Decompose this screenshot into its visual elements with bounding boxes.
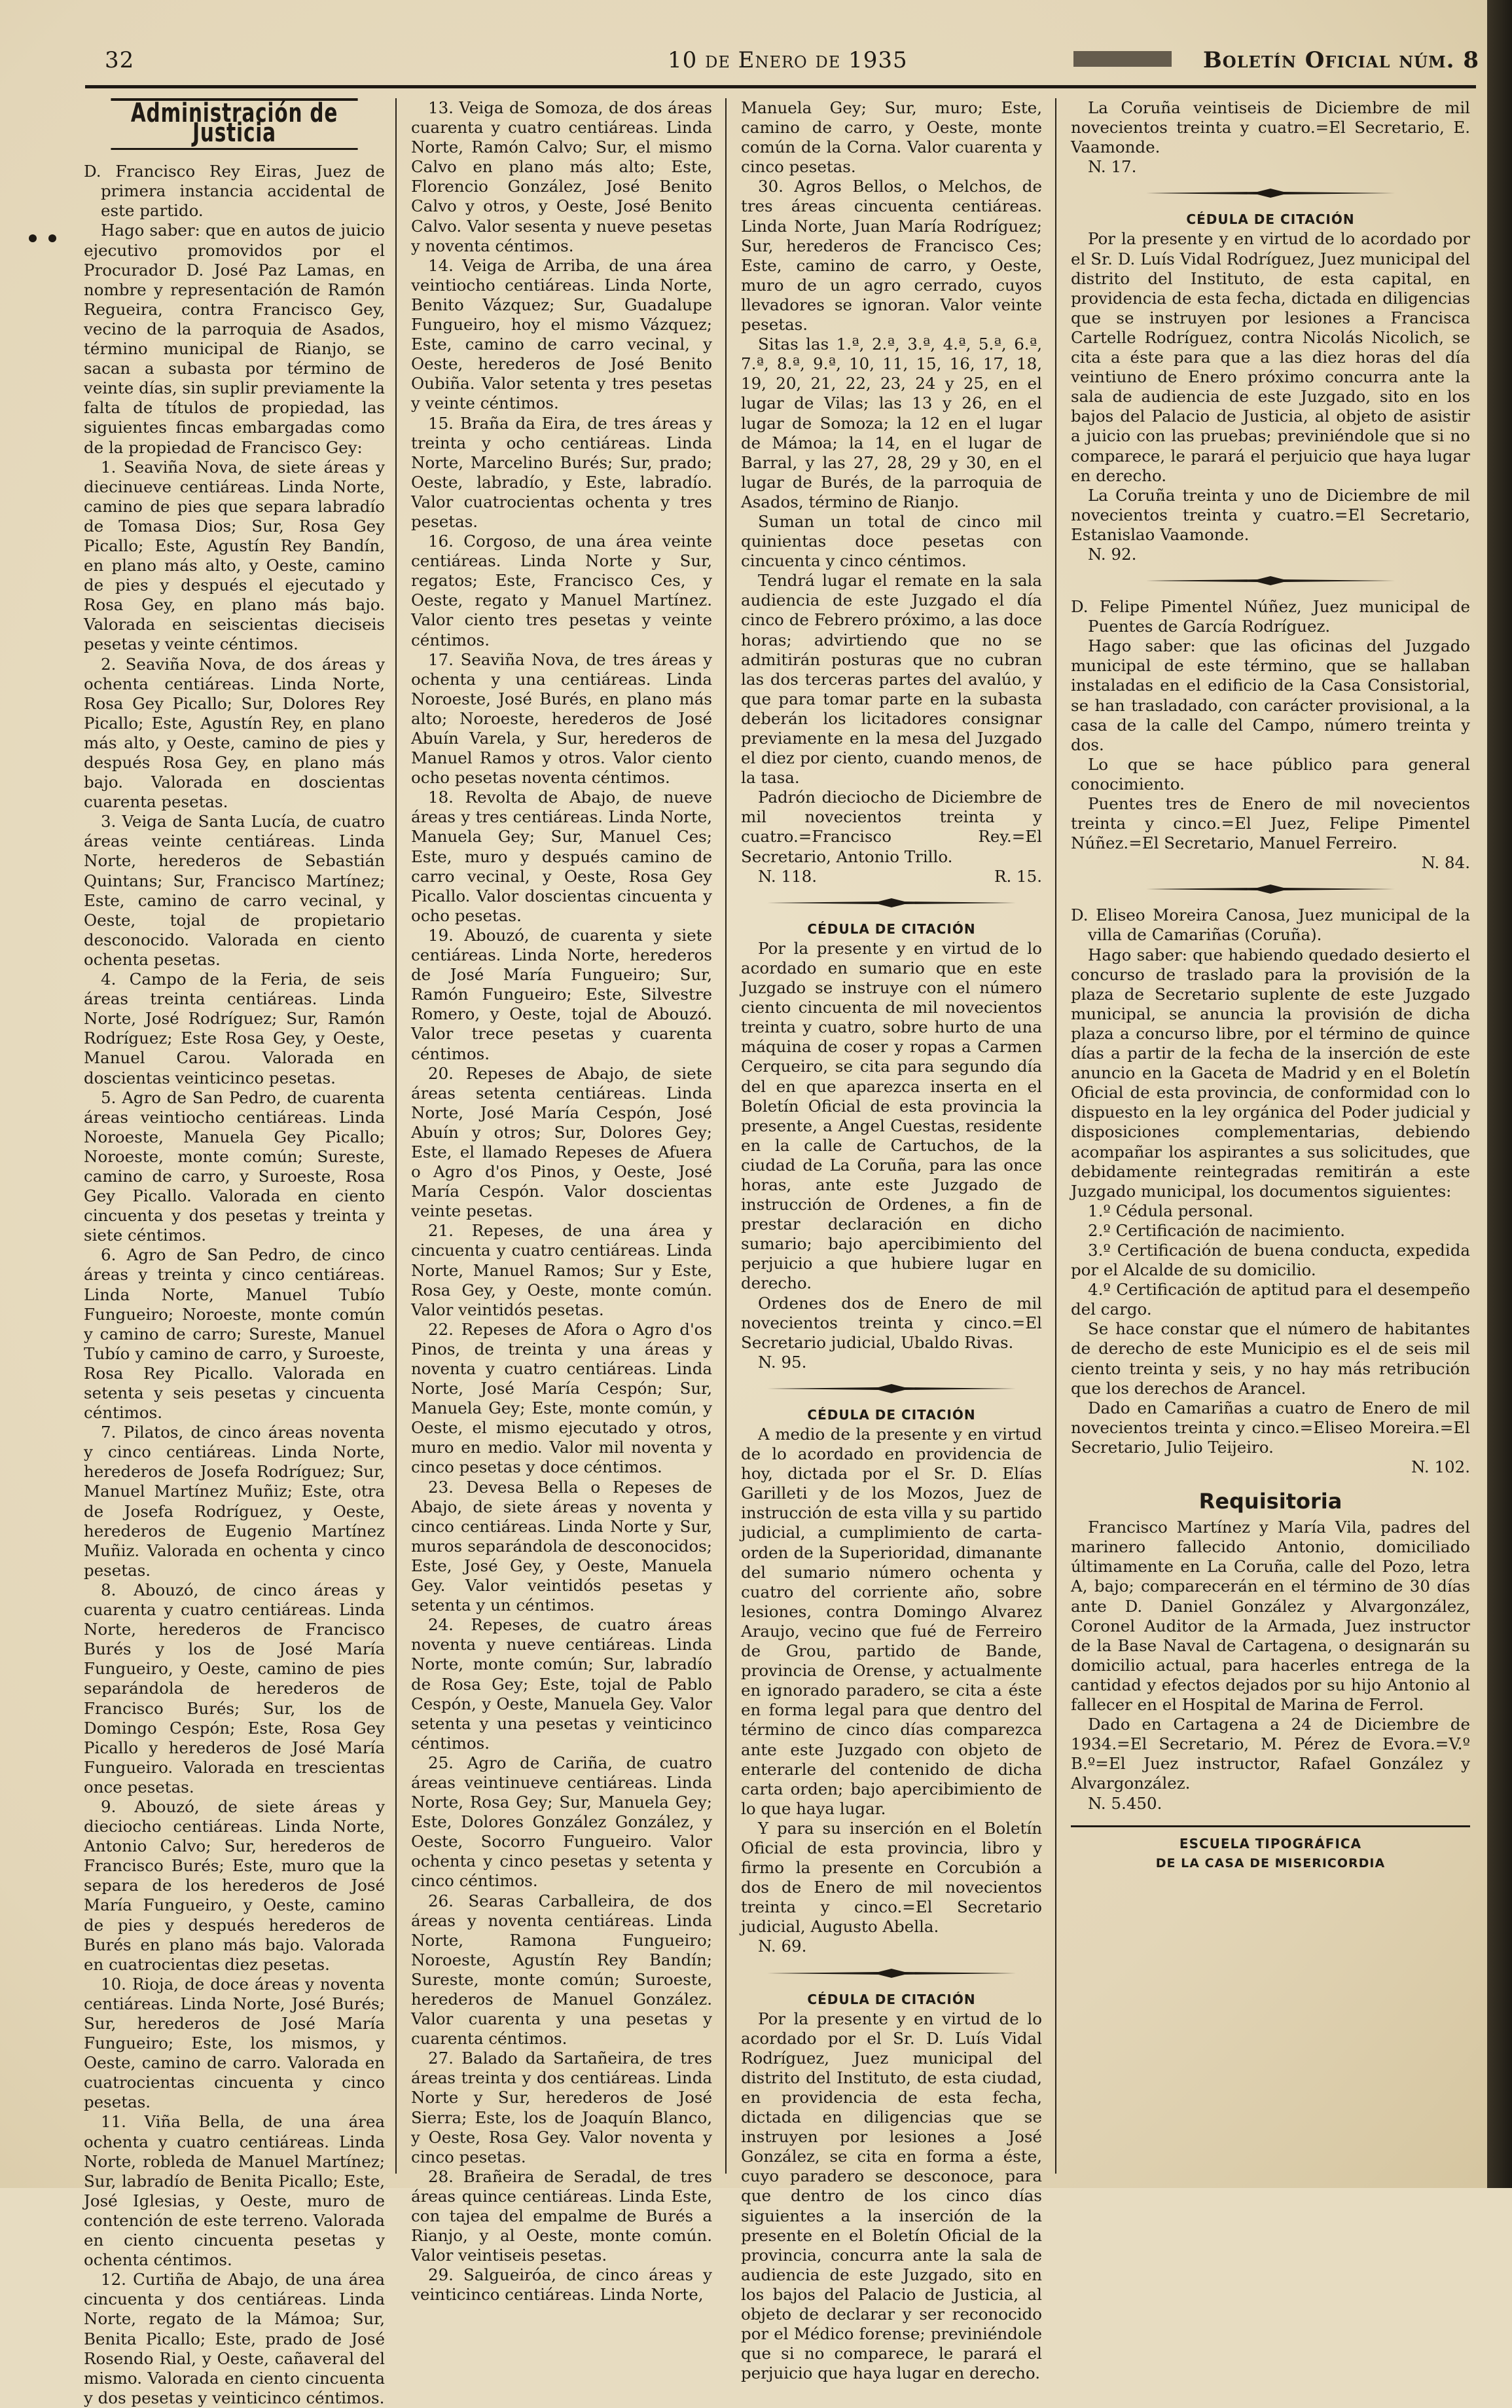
printer-name: ESCUELA TIPOGRÁFICA xyxy=(1071,1825,1470,1853)
property-item: 19. Abouzó, de cuarenta y siete centiáreas. Linda Norte, herederos de José María Fungueiro; Sur, Ramón Fungueiro; Este, Silvestre Romero, y Oeste, tojal de Abouzó. Valor trece pesetas y cuarenta céntimos. xyxy=(411,925,712,1063)
column-rule xyxy=(725,98,727,2174)
reference-number: N. 5.450. xyxy=(1088,1793,1162,1813)
property-item: 23. Devesa Bella o Repeses de Abajo, de siete áreas y noventa y cinco centiáreas. Linda Norte y Sur, muros separándola de desconocidos; Este, José Gey, y Oeste, Manuela Gey. Valor veintidós pesetas y setenta y un céntimos. xyxy=(411,1477,712,1615)
property-item: 26. Searas Carballeira, de dos áreas y noventa centiáreas. Linda Norte, Ramona Fungueiro; Noroeste, Agustín Rey Bandín; Sureste, monte común; Suroeste, herederos de Manuel González. Valor cuarenta y una pesetas y cuarenta céntimos. xyxy=(411,1891,712,2049)
cedula-signature: La Coruña treinta y uno de Diciembre de mil novecientos treinta y cuatro.=El Secretario, Estanislao Vaamonde. xyxy=(1071,485,1470,544)
page-header xyxy=(105,47,1479,80)
property-item: 13. Veiga de Somoza, de dos áreas cuarenta y cuatro centiáreas. Linda Norte, Ramón Calvo; Sur, el mismo Calvo en plano más alto; Este, Florencio González, José Benito Calvo y otros, y Oeste, José Benito Calvo. Valor sesenta y nueve pesetas y noventa céntimos. xyxy=(411,98,712,255)
property-item: 30. Agros Bellos, o Melchos, de tres áreas cincuenta centiáreas. Linda Norte, Juan María Rodríguez; Sur, herederos de Francisco Ces; Este, camino de carro, y Oeste, muro de un agro cerrado, cuyos llevadores se ignoran. Valor veinte pesetas. xyxy=(741,177,1042,335)
property-item: 6. Agro de San Pedro, de cinco áreas y treinta y cinco centiáreas. Linda Norte, Manuel Tubío Fungueiro; Noroeste, monte común y camino de carro; Sureste, Manuel Tubío y camino de carro, y Suroeste, Rosa Rey Picallo. Valorada en setenta y seis pesetas y cincuenta céntimos. xyxy=(84,1245,385,1423)
issue-date: 10 de Enero de 1935 xyxy=(668,47,908,73)
cedula-signature: Ordenes dos de Enero de mil novecientos treinta y cinco.=El Secretario judicial, Ubaldo Rivas. xyxy=(741,1293,1042,1352)
property-item: 8. Abouzó, de cinco áreas y cuarenta y cuatro centiáreas. Linda Norte, herederos de Francisco Burés y los de José María Fungueiro, y Oeste, camino de pies separándola de herederos de Francisco Burés; Sur, los de Domingo Cespón; Este, Rosa Gey Picallo y herederos de José María Fungueiro. Valorada en trescientas once pesetas. xyxy=(84,1580,385,1797)
reference-number: N. 69. xyxy=(758,1937,807,1956)
cedula-title: CÉDULA DE CITACIÓN xyxy=(807,1406,976,1423)
printer-house: DE LA CASA DE MISERICORDIA xyxy=(1155,1855,1386,1870)
continued-text: Manuela Gey; Sur, muro; Este, camino de carro, y Oeste, monte común de la Corna. Valor cuarenta y cinco pesetas. xyxy=(741,98,1042,177)
cedula-title: CÉDULA DE CITACIÓN xyxy=(807,921,976,937)
notice-body: Hago saber: que habiendo quedado desierto el concurso de traslado para la provisión de la plaza de Secretario suplente de este Juzgado municipal, se anuncia la provisión de dicha plaza a concurso libre, por el término de quince días a partir de la fecha de la inserción de este anuncio en la Gaceta de Madrid y en el Boletín Oficial de esta provincia, de conformidad con lo dispuesto en la ley orgánica del Poder judicial y disposiciones complementarias, debiendo acompañar los aspirantes a sus solicitudes, que debidamente reintegradas remitirán a este Juzgado municipal, los documentos siguientes: xyxy=(1071,945,1470,1201)
property-item: 11. Viña Bella, de una área ochenta y cuatro centiáreas. Linda Norte, robleda de Manuel Martínez; Sur, labradío de Benita Picallo; Este, José Iglesias, y Oeste, muro de contención de este terreno. Valorada en ciento cincuenta pesetas y ochenta céntimos. xyxy=(84,2112,385,2270)
cedula-body: Por la presente y en virtud de lo acordado por el Sr. D. Luís Vidal Rodríguez, Juez municipal del distrito del Instituto, de esta capital, en providencia de esta fecha, dictada en diligencias que se instruyen por lesiones a Francisca Cartelle Rodríguez, contra Nicolás Nicolich, se cita a éste para que a las diez horas del día veintiuno de Enero próximo concurra ante la sala de audiencia de este Juzgado, sito en los bajos del Palacio de Justicia, al objeto de asistir a juicio con las pruebas; previniéndole que si no comparece, le parará el perjuicio que haya lugar en derecho. xyxy=(1071,229,1470,485)
location-paragraph: Sitas las 1.ª, 2.ª, 3.ª, 4.ª, 5.ª, 6.ª, 7.ª, 8.ª, 9.ª, 10, 11, 15, 16, 17, 18, 19, 20, 21, 22, 23, 24 y 25, en el lugar de Vilas; las 13 y 26, en el lugar de Somoza; la 12 en el lugar de Mámoa; la 14, en el lugar de Barral, y las 27, 28, 29 y 30, en el lugar de Burés, de la parroquia de Asados, término de Rianjo. xyxy=(741,335,1042,511)
separator-ornament xyxy=(1146,885,1395,894)
ink-dot xyxy=(48,234,56,242)
property-item: 20. Repeses de Abajo, de siete áreas setenta centiáreas. Linda Norte, José María Cespón, José Abuín y otros; Sur, Dolores Gey; Este, el llamado Repeses de Afuera o Agro d'os Pinos, y Oeste, José María Cespón. Valor doscientas veinte pesetas. xyxy=(411,1063,712,1221)
property-item: 4. Campo de la Feria, de seis áreas treinta centiáreas. Linda Norte, José Rodríguez; Sur, Ramón Rodríguez; Este Rosa Gey, y Oeste, Manuel Carou. Valorada en doscientas veinticinco pesetas. xyxy=(84,970,385,1087)
property-item: 25. Agro de Cariña, de cuatro áreas veintinueve centiáreas. Linda Norte, Rosa Gey; Sur, Manuela Gey; Este, Dolores González González, y Oeste, Socorro Fungueiro. Valor ochenta y cinco pesetas y setenta y cinco céntimos. xyxy=(411,1753,712,1891)
property-item: 22. Repeses de Afora o Agro d'os Pinos, de treinta y una áreas y noventa y cuatro centiáreas. Linda Norte, José María Cespón; Sur, Manuela Gey; Este, monte común, y Oeste, el mismo ejecutado y otros, muro en medio. Valor mil noventa y cinco pesetas y doce céntimos. xyxy=(411,1319,712,1477)
reference-row xyxy=(741,867,1042,886)
notice-signature: Dado en Camariñas a cuatro de Enero de mil novecientos treinta y cinco.=Eliseo Moreira.=El Secretario, Julio Teijeiro. xyxy=(1071,1398,1470,1457)
cedula-title: CÉDULA DE CITACIÓN xyxy=(807,1991,976,2007)
separator-ornament xyxy=(767,1969,1016,1978)
continued-signature: La Coruña veintiseis de Diciembre de mil novecientos treinta y cuatro.=El Secretario, E. Vaamonde. xyxy=(1071,98,1470,157)
column-rule xyxy=(1055,98,1056,2174)
column-3 xyxy=(741,98,1042,2383)
property-item: 16. Corgoso, de una área veinte centiáreas. Linda Norte y Sur, regatos; Este, Francisco Ces, y Oeste, regato y Manuel Martínez. Valor ciento tres pesetas y veinte céntimos. xyxy=(411,532,712,649)
cedula-body: Por la presente y en virtud de lo acordado en sumario que en este Juzgado se instruye con el número ciento cincuenta de mil novecientos treinta y cuatro, sobre hurto de una máquina de coser y ropas a Carmen Cerqueiro, se cita para segundo día del en que aparezca inserta en el Boletín Oficial de esta provincia la presente, a Angel Cuestas, residente en la calle de Cartuchos, de la ciudad de La Coruña, para las once horas, ante este Juzgado de instrucción de Ordenes, a fin de prestar declaración en dicho sumario; bajo apercibimiento del perjuicio a que hubiere lugar en derecho. xyxy=(741,938,1042,1293)
property-item: 9. Abouzó, de siete áreas y dieciocho centiáreas. Linda Norte, Antonio Calvo; Sur, herederos de Francisco Burés; Este, muro que la separa de los herederos de José María Fungueiro, y Oeste, camino de pies y después herederos de Burés en plano más bajo. Valorada en cuatrocientas diez pesetas. xyxy=(84,1797,385,1974)
reference-number: N. 92. xyxy=(1088,544,1137,564)
separator-ornament xyxy=(767,1384,1016,1393)
property-item: 5. Agro de San Pedro, de cuarenta áreas veintiocho centiáreas. Linda Noroeste, Manuela Gey Picallo; Noroeste, monte común; Sureste, camino de carro, y Suroeste, Rosa Gey Picallo. Valorada en ciento cincuenta y dos pesetas y treinta y siete céntimos. xyxy=(84,1087,385,1245)
document-item: 1.º Cédula personal. xyxy=(1088,1201,1253,1220)
judge-heading: D. Francisco Rey Eiras, Juez de primera instancia accidental de este partido. xyxy=(84,162,385,221)
column-1 xyxy=(84,98,385,2407)
reference-number: N. 95. xyxy=(758,1352,807,1372)
property-item: 29. Salgueiróa, de cinco áreas y veinticinco centiáreas. Linda Norte, xyxy=(411,2265,712,2305)
total-paragraph: Suman un total de cinco mil quinientas doce pesetas con cincuenta y cinco céntimos. xyxy=(741,511,1042,571)
judge-heading: D. Eliseo Moreira Canosa, Juez municipal de la villa de Camariñas (Coruña). xyxy=(1071,905,1470,945)
requisitoria-title: Requisitoria xyxy=(1198,1489,1342,1514)
notice-body: Lo que se hace público para general conocimiento. xyxy=(1071,754,1470,794)
property-item: 21. Repeses, de una área y cincuenta y cuatro centiáreas. Linda Norte, Manuel Ramos; Sur y Este, Rosa Gey, y Oeste, monte común. Valor veintidós pesetas. xyxy=(411,1221,712,1319)
judge-heading: D. Felipe Pimentel Núñez, Juez municipal de Puentes de García Rodríguez. xyxy=(1071,597,1470,636)
separator-ornament xyxy=(1146,576,1395,585)
property-item: 18. Revolta de Abajo, de nueve áreas y tres centiáreas. Linda Norte, Manuela Gey; Sur, Manuel Ces; Este, muro y después camino de carro vecinal, y Oeste, Rosa Gey Picallo. Valor doscientas cincuenta y ocho pesetas. xyxy=(411,788,712,925)
property-item: 2. Seaviña Nova, de dos áreas y ochenta centiáreas. Linda Norte, Rosa Gey Picallo; Sur, Dolores Rey Picallo; Este, Agustín Rey, en plano más alto, y Oeste, camino de pies y después Rosa Gey, en plano más bajo. Valorada en doscientas cuarenta pesetas. xyxy=(84,654,385,812)
cedula-body: A medio de la presente y en virtud de lo acordado en providencia de hoy, dictada por el Sr. D. Elías Garilleti y de los Mozos, Juez de instrucción de esta villa y su partido judicial, a cumplimiento de carta-orden de la Superioridad, dimanante del sumario número ochenta y cuatro del corriente año, sobre lesiones, contra Domingo Alvarez Araujo, vecino que fué de Ferreiro de Grou, partido de Bande, provincia de Orense, y actualmente en ignorado paradero, se cita a éste en forma legal para que dentro del término de cinco días comparezca ante este Juzgado con objeto de enterarle del contenido de dicha carta orden; bajo apercibimiento de lo que haya lugar. xyxy=(741,1425,1042,1818)
separator-ornament xyxy=(1146,189,1395,198)
cedula-body: Por la presente y en virtud de lo acordado por el Sr. D. Luís Vidal Rodríguez, Juez municipal del distrito del Instituto, de esta ciudad, en providencia de esta fecha, dictada en diligencias que se instruyen por lesiones a José González, se cita en forma a éste, cuyo paradero se desconoce, para que dentro de los cinco días siguientes a la inserción de la presente en el Boletín Oficial de la provincia, concurra ante la sala de audiencia de este Juzgado, sito en los bajos del Palacio de Justicia, al objeto de declarar y ser reconocido por el Médico forense; previniéndole que si no comparece, le parará el perjuicio que haya lugar en derecho. xyxy=(741,2009,1042,2383)
column-rule xyxy=(395,98,397,2174)
ink-dot xyxy=(29,234,37,242)
section-title: Administración de Justicia xyxy=(111,98,357,150)
reference-number: N. 118. xyxy=(758,866,817,886)
cedula-insertion: Y para su inserción en el Boletín Oficial de esta provincia, libro y firmo la presente en Corcubión a dos de Enero de mil novecientos treinta y cinco.=El Secretario judicial, Augusto Abella. xyxy=(741,1818,1042,1937)
header-rule xyxy=(85,85,1476,88)
page-number: 32 xyxy=(105,47,135,73)
notice-body: Se hace constar que el número de habitantes de derecho de este Municipio es el de seis mil ciento treinta y seis, y no hay más retribución que los derechos de Arancel. xyxy=(1071,1319,1470,1398)
column-2 xyxy=(411,98,712,2305)
reference-number: N. 84. xyxy=(1421,853,1470,873)
page-edge xyxy=(1487,0,1512,2188)
signature-paragraph: Padrón dieciocho de Diciembre de mil novecientos treinta y cuatro.=Francisco Rey.=El Secretario, Antonio Trillo. xyxy=(741,788,1042,866)
reference-code: R. 15. xyxy=(994,866,1042,886)
property-item: 24. Repeses, de cuatro áreas noventa y nueve centiáreas. Linda Norte, monte común; Sur, labradío de Rosa Gey; Este, tojal de Pablo Cespón, y Oeste, Manuela Gey. Valor setenta y una pesetas y veinticinco céntimos. xyxy=(411,1615,712,1753)
property-item: 28. Brañeira de Seradal, de tres áreas quince centiáreas. Linda Este, con tajea del empalme de Burés a Rianjo, y al Oeste, monte común. Valor veintiseis pesetas. xyxy=(411,2166,712,2265)
auction-paragraph: Tendrá lugar el remate en la sala audiencia de este Juzgado el día cinco de Febrero próximo, a las doce horas; advirtiendo que no se admitirán posturas que no cubran las dos terceras partes del avalúo, y que para tomar parte en la subasta deberán los licitadores consignar previamente en la mesa del Juzgado el diez por ciento, cuando menos, de la tasa. xyxy=(741,571,1042,788)
property-item: 12. Curtiña de Abajo, de una área cincuenta y dos centiáreas. Linda Norte, regato de la Mámoa; Sur, Benita Picallo; Este, prado de José Rosendo Rial, y Oeste, cañaveral del mismo. Valorada en ciento cincuenta y dos pesetas y veinticinco céntimos. xyxy=(84,2270,385,2407)
requisitoria-signature: Dado en Cartagena a 24 de Diciembre de 1934.=El Secretario, M. Pérez de Evora.=V.º B.º=El Juez instructor, Rafael González y Alvargonzález. xyxy=(1071,1715,1470,1793)
document-item: 2.º Certificación de nacimiento. xyxy=(1088,1220,1346,1240)
reference-number: N. 17. xyxy=(1088,157,1137,177)
property-item: 17. Seaviña Nova, de tres áreas y ochenta y una centiáreas. Linda Noroeste, José Burés, en plano más alto; Noroeste, herederos de José Abuín Varela, y Sur, herederos de Manuel Ramos y otros. Valor ciento ocho pesetas noventa céntimos. xyxy=(411,649,712,788)
cedula-title: CÉDULA DE CITACIÓN xyxy=(1186,211,1355,228)
separator-ornament xyxy=(767,898,1016,907)
bulletin-name: Boletín Oficial núm. 8 xyxy=(1203,47,1479,73)
document-item: 3.º Certificación de buena conducta, expedida por el Alcalde de su domicilio. xyxy=(1071,1240,1470,1280)
property-item: 27. Balado da Sartañeira, de tres áreas treinta y dos centiáreas. Linda Norte y Sur, herederos de José Sierra; Este, los de Joaquín Blanco, y Oeste, Rosa Gey. Valor noventa y cinco pesetas. xyxy=(411,2049,712,2166)
document-item: 4.º Certificación de aptitud para el desempeño del cargo. xyxy=(1071,1280,1470,1319)
property-item: 10. Rioja, de doce áreas y noventa centiáreas. Linda Norte, José Burés; Sur, herederos de José María Fungueiro; Este, los mismos, y Oeste, camino de carro. Valorada en cuatrocientas cincuenta y cinco pesetas. xyxy=(84,1974,385,2112)
property-item: 15. Braña da Eira, de tres áreas y treinta y ocho centiáreas. Linda Norte, Marcelino Burés; Sur, prado; Oeste, labradío, y Este, labradío. Valor cuatrocientas ochenta y tres pesetas. xyxy=(411,413,712,531)
property-item: 3. Veiga de Santa Lucía, de cuatro áreas veinte centiáreas. Linda Norte, herederos de Sebastián Quintans; Sur, Francisco Martínez; Este, camino de carro vecinal, y Oeste, tojal de propietario desconocido. Valorada en ciento ochenta pesetas. xyxy=(84,812,385,969)
reference-number: N. 102. xyxy=(1411,1457,1470,1476)
notice-signature: Puentes tres de Enero de mil novecientos treinta y cinco.=El Juez, Felipe Pimentel Núñez.=El Secretario, Manuel Ferreiro. xyxy=(1071,794,1470,853)
ink-smudge xyxy=(1073,51,1172,67)
column-4 xyxy=(1071,98,1470,2180)
intro-paragraph: Hago saber: que en autos de juicio ejecutivo promovidos por el Procurador D. José Paz Lamas, en nombre y representación de Ramón Regueira, contra Francisco Gey, vecino de la parroquia de Asados, término municipal de Rianjo, se sacan a subasta por término de veinte días, sin suplir previamente la falta de títulos de propiedad, las siguientes fincas embargadas como de la propiedad de Francisco Gey: xyxy=(84,221,385,457)
property-item: 14. Veiga de Arriba, de una área veintiocho centiáreas. Linda Norte, Benito Vázquez; Sur, Guadalupe Fungueiro, hoy el mismo Vázquez; Este, camino de carro vecinal, y Oeste, herederos de José Benito Oubiña. Valor setenta y tres pesetas y veinte céntimos. xyxy=(411,255,712,413)
requisitoria-body: Francisco Martínez y María Vila, padres del marinero fallecido Antonio, domiciliado últimamente en La Coruña, calle del Pozo, letra A, bajo; comparecerán en el término de 30 días ante D. Daniel González y Alvargonzález, Coronel Auditor de la Armada, Juez instructor de la Base Naval de Cartagena, o designarán su domicilio actual, para hacerles entrega de la cantidad y efectos dejados por su hijo Antonio al fallecer en el Hospital de Marina de Ferrol. xyxy=(1071,1518,1470,1715)
property-item: 1. Seaviña Nova, de siete áreas y diecinueve centiáreas. Linda Norte, camino de pies que separa labradío de Tomasa Dios; Sur, Rosa Gey Picallo; Este, Agustín Rey Bandín, en plano más alto, y Oeste, camino de pies y después el ejecutado y Rosa Gey, en plano más bajo. Valorada en seiscientas dieciseis pesetas y veinte céntimos. xyxy=(84,457,385,654)
notice-body: Hago saber: que las oficinas del Juzgado municipal de este término, que se hallaban instaladas en el edificio de la Casa Consistorial, se han trasladado, con carácter provisional, a la casa de la calle del Campo, número treinta y dos. xyxy=(1071,636,1470,754)
property-item: 7. Pilatos, de cinco áreas noventa y cinco centiáreas. Linda Norte, herederos de Josefa Rodríguez; Sur, Manuel Martínez Muñiz; Este, otra de Josefa Rodríguez, y Oeste, herederos de Eugenio Martínez Muñiz. Valorada en ochenta y cinco pesetas. xyxy=(84,1423,385,1580)
